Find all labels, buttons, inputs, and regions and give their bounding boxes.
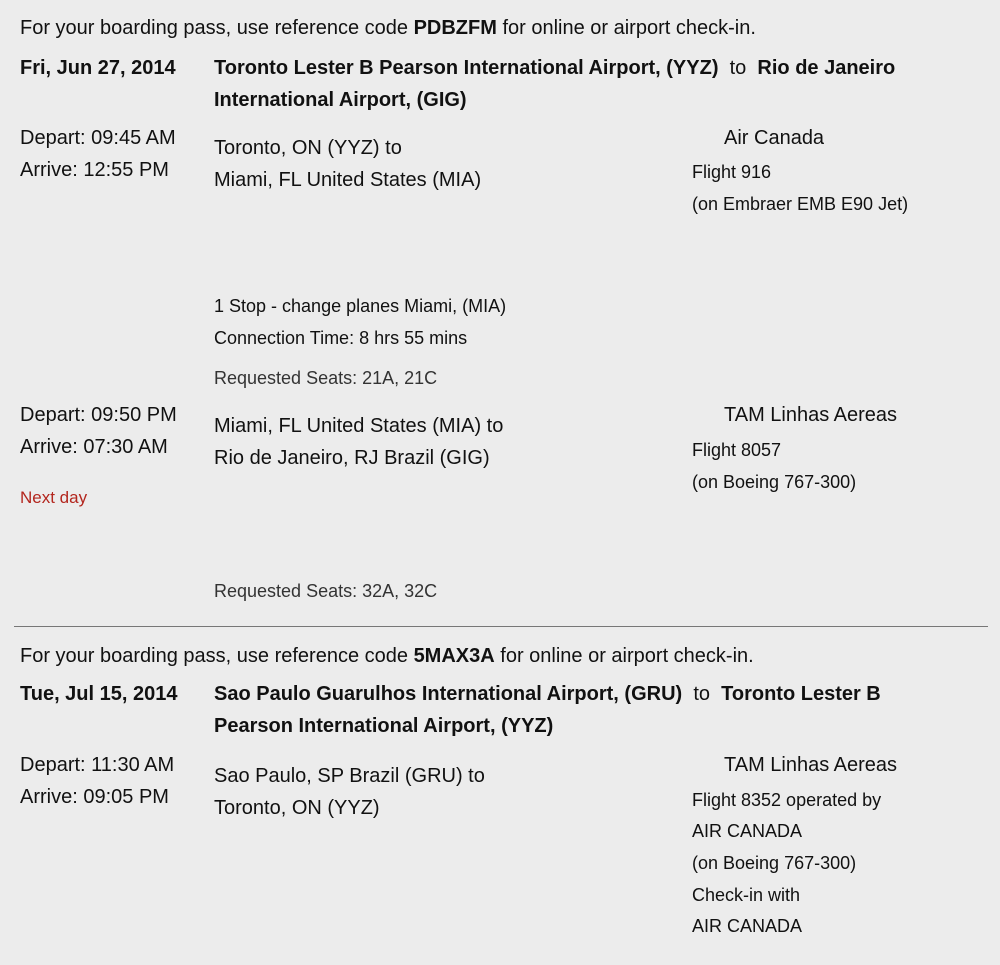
route-to-word: to xyxy=(693,683,710,705)
leg-destination: Rio de Janeiro, RJ Brazil (GIG) xyxy=(214,447,490,469)
route-destination: Rio de Janeiro xyxy=(757,57,896,79)
route-header xyxy=(214,52,895,84)
route-to-word: to xyxy=(729,57,747,79)
checkin-label: Check-in with xyxy=(692,885,801,905)
reference-line xyxy=(20,12,756,44)
reference-code: 5MAX3A xyxy=(413,645,495,667)
route-destination-cont: Pearson International Airport, (YYZ) xyxy=(214,715,554,737)
connection-time: Connection Time: 8 hrs 55 mins xyxy=(214,328,468,348)
route-header xyxy=(214,678,881,710)
depart-time: Depart: 09:45 AM xyxy=(20,127,176,149)
checkin-carrier: AIR CANADA xyxy=(692,916,803,936)
aircraft-type: (on Boeing 767-300) xyxy=(692,853,857,873)
leg-origin: Toronto, ON (YYZ) to xyxy=(214,137,402,159)
reference-prefix: For your boarding pass, use reference code xyxy=(20,645,414,667)
arrive-time: Arrive: 09:05 PM xyxy=(20,786,169,808)
aircraft-type: (on Boeing 767-300) xyxy=(692,472,857,492)
depart-time: Depart: 09:50 PM xyxy=(20,404,177,426)
leg-origin: Miami, FL United States (MIA) to xyxy=(214,415,504,437)
flight-number: Flight 8057 xyxy=(692,440,782,460)
flight-number: Flight 8352 operated by xyxy=(692,790,882,810)
leg-origin: Sao Paulo, SP Brazil (GRU) to xyxy=(214,765,485,787)
aircraft-type: (on Embraer EMB E90 Jet) xyxy=(692,194,909,214)
leg-destination: Toronto, ON (YYZ) xyxy=(214,797,380,819)
travel-date: Tue, Jul 15, 2014 xyxy=(20,683,178,705)
reference-suffix: for online or airport check-in. xyxy=(496,17,756,39)
airline-name: TAM Linhas Aereas xyxy=(724,404,898,426)
reference-line xyxy=(20,640,754,672)
requested-seats: Requested Seats: 32A, 32C xyxy=(214,581,438,601)
next-day-notice: Next day xyxy=(20,488,88,507)
stop-info: 1 Stop - change planes Miami, (MIA) xyxy=(214,296,507,316)
arrive-time: Arrive: 07:30 AM xyxy=(20,436,168,458)
airline-name: Air Canada xyxy=(724,127,825,149)
flight-number: Flight 916 xyxy=(692,162,772,182)
depart-time: Depart: 11:30 AM xyxy=(20,754,175,776)
travel-date: Fri, Jun 27, 2014 xyxy=(20,57,176,79)
reference-prefix: For your boarding pass, use reference code xyxy=(20,17,414,39)
requested-seats: Requested Seats: 21A, 21C xyxy=(214,368,438,388)
operating-carrier: AIR CANADA xyxy=(692,821,803,841)
route-origin: Toronto Lester B Pearson International Airport, (YYZ) xyxy=(214,57,719,79)
reference-suffix: for online or airport check-in. xyxy=(494,645,754,667)
arrive-time: Arrive: 12:55 PM xyxy=(20,159,169,181)
segment-divider xyxy=(14,626,988,627)
leg-destination: Miami, FL United States (MIA) xyxy=(214,169,482,191)
route-origin: Sao Paulo Guarulhos International Airport, (GRU) xyxy=(214,683,683,705)
route-destination-cont: International Airport, (GIG) xyxy=(214,89,467,111)
airline-name: TAM Linhas Aereas xyxy=(724,754,898,776)
reference-code: PDBZFM xyxy=(413,17,497,39)
route-destination: Toronto Lester B xyxy=(721,683,881,705)
